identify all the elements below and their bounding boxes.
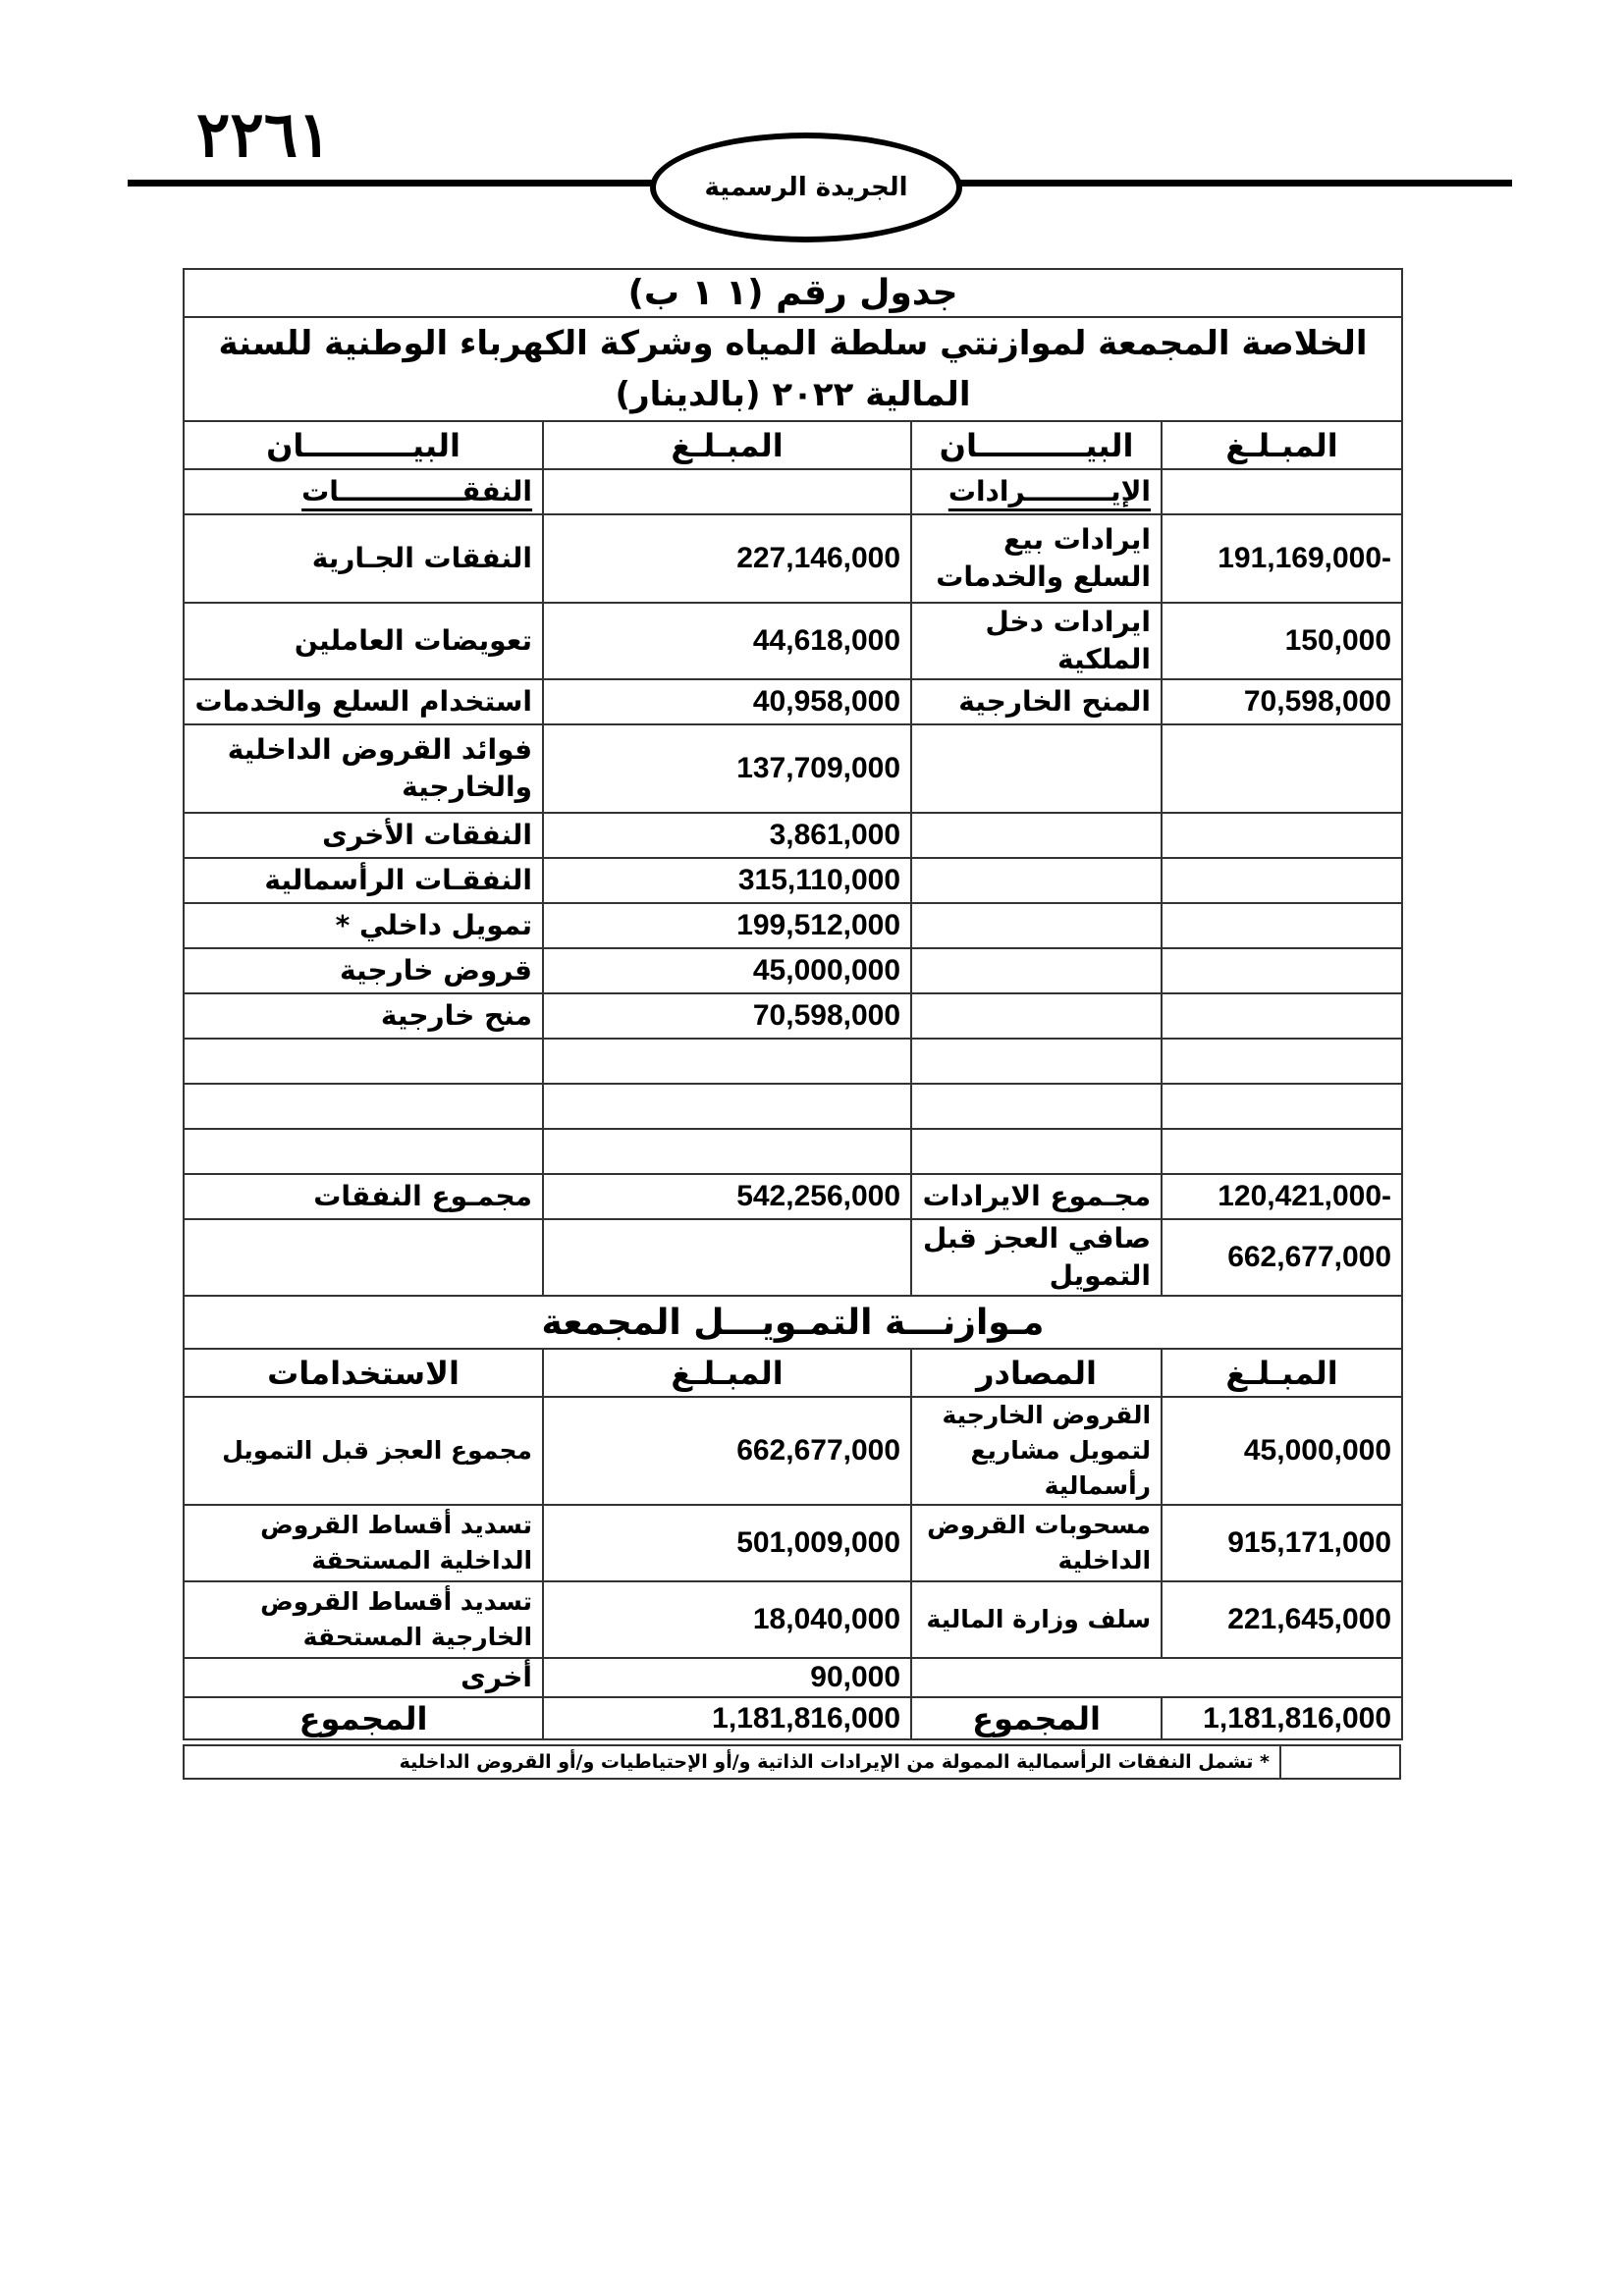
revenue-amount: [1162, 993, 1402, 1039]
revenue-description: ايرادات بيع السلع والخدمات: [911, 514, 1162, 603]
revenue-amount: 70,598,000: [1162, 679, 1402, 724]
expense-description: النفقـات الرأسمالية: [184, 858, 543, 903]
expense-description: منح خارجية: [184, 993, 543, 1039]
table-row: [184, 514, 1402, 603]
table-row: [184, 679, 1402, 724]
gazette-name: الجريدة الرسمية: [650, 133, 962, 242]
empty-row: [184, 1129, 1402, 1174]
expense-amount: 315,110,000: [543, 858, 911, 903]
revenue-amount: [1162, 724, 1402, 813]
revenue-description: [911, 903, 1162, 948]
revenue-amount: [1162, 813, 1402, 858]
header-uses: الاستخدامات: [184, 1349, 543, 1397]
revenue-description: [911, 858, 1162, 903]
use-description: تسديد أقساط القروض الداخلية المستحقة: [184, 1505, 543, 1581]
uses-total-label: المجموع: [184, 1697, 543, 1739]
revenue-amount: [1162, 903, 1402, 948]
header-description: البيــــــــــان: [911, 421, 1162, 469]
table-row: [184, 724, 1402, 813]
page-number: ٢٢٦١: [196, 98, 332, 172]
other-amount: 90,000: [543, 1658, 911, 1697]
empty-row: [184, 1084, 1402, 1129]
table-subtitle: الخلاصة المجمعة لموازنتي سلطة المياه وشركة الكهرباء الوطنية للسنة المالية ٢٠٢٢ (بالدينار): [184, 317, 1402, 421]
revenue-description: [911, 993, 1162, 1039]
table-row: [184, 813, 1402, 858]
financing-row: [184, 1397, 1402, 1505]
total-expense-label: مجمـوع النفقات: [184, 1174, 543, 1219]
total-expense-amount: 542,256,000: [543, 1174, 911, 1219]
header-amount: المبـلـغ: [1162, 1349, 1402, 1397]
uses-total-amount: 1,181,816,000: [543, 1697, 911, 1739]
totals-row: [184, 1174, 1402, 1219]
revenue-description: المنح الخارجية: [911, 679, 1162, 724]
revenue-section-label: الإيـــــــــرادات: [947, 475, 1152, 507]
sources-total-label: المجموع: [911, 1697, 1162, 1739]
table-title: جدول رقم (١ ١ ب): [184, 269, 1402, 317]
revenue-description: [911, 813, 1162, 858]
header-amount-2: المبـلـغ: [543, 421, 911, 469]
summary-table: [183, 268, 1403, 1740]
revenue-amount: [1162, 948, 1402, 993]
expense-amount: 40,958,000: [543, 679, 911, 724]
expense-description: النفقات الجـارية: [184, 514, 543, 603]
expense-description: فوائد القروض الداخلية والخارجية: [184, 724, 543, 813]
revenue-amount: 191,169,000-: [1162, 514, 1402, 603]
expense-amount: 44,618,000: [543, 603, 911, 679]
use-amount: 501,009,000: [543, 1505, 911, 1581]
total-revenue-amount: 120,421,000-: [1162, 1174, 1402, 1219]
expense-description: تمويل داخلي *: [184, 903, 543, 948]
empty-row: [184, 1039, 1402, 1084]
expense-description: استخدام السلع والخدمات: [184, 679, 543, 724]
table-row: [184, 948, 1402, 993]
header-description-2: البيــــــــــان: [184, 421, 543, 469]
sources-total-amount: 1,181,816,000: [1162, 1697, 1402, 1739]
footnote: * تشمل النفقات الرأسمالية الممولة من الإيرادات الذاتية و/أو الإحتياطيات و/أو القروض الداخلية: [184, 1745, 1280, 1779]
table-row: [184, 993, 1402, 1039]
footnote-table: [183, 1744, 1401, 1780]
expense-amount: 45,000,000: [543, 948, 911, 993]
deficit-row: [184, 1219, 1402, 1296]
revenue-amount: [1162, 858, 1402, 903]
expense-section-label: النفقـــــــــــــات: [301, 475, 533, 507]
expense-amount: 70,598,000: [543, 993, 911, 1039]
financing-row: [184, 1581, 1402, 1658]
revenue-description: ايرادات دخل الملكية: [911, 603, 1162, 679]
financing-title: مـوازنـــة التمـويـــل المجمعة: [184, 1296, 1402, 1349]
expense-amount: 199,512,000: [543, 903, 911, 948]
source-amount: 45,000,000: [1162, 1397, 1402, 1505]
source-description: سلف وزارة المالية: [911, 1581, 1162, 1658]
financing-totals-row: [184, 1697, 1402, 1739]
use-amount: 18,040,000: [543, 1581, 911, 1658]
use-description: تسديد أقساط القروض الخارجية المستحقة: [184, 1581, 543, 1658]
expense-description: النفقات الأخرى: [184, 813, 543, 858]
table-row: [184, 858, 1402, 903]
table-row: [184, 903, 1402, 948]
financing-row-other: [184, 1658, 1402, 1697]
revenue-amount: 150,000: [1162, 603, 1402, 679]
expense-description: قروض خارجية: [184, 948, 543, 993]
expense-amount: 227,146,000: [543, 514, 911, 603]
deficit-amount: 662,677,000: [1162, 1219, 1402, 1296]
source-description: القروض الخارجية لتمويل مشاريع رأسمالية: [911, 1397, 1162, 1505]
table-row: [184, 603, 1402, 679]
expense-amount: 3,861,000: [543, 813, 911, 858]
deficit-label: صافي العجز قبل التمويل: [911, 1219, 1162, 1296]
revenue-description: [911, 724, 1162, 813]
source-amount: 221,645,000: [1162, 1581, 1402, 1658]
use-description: مجموع العجز قبل التمويل: [184, 1397, 543, 1505]
source-description: مسحوبات القروض الداخلية: [911, 1505, 1162, 1581]
financing-row: [184, 1505, 1402, 1581]
header-amount: المبـلـغ: [1162, 421, 1402, 469]
other-label: أخرى: [184, 1658, 543, 1697]
header-sources: المصادر: [911, 1349, 1162, 1397]
use-amount: 662,677,000: [543, 1397, 911, 1505]
source-amount: 915,171,000: [1162, 1505, 1402, 1581]
revenue-description: [911, 948, 1162, 993]
header-amount-2: المبـلـغ: [543, 1349, 911, 1397]
expense-description: تعويضات العاملين: [184, 603, 543, 679]
total-revenue-label: مجـموع الايرادات: [911, 1174, 1162, 1219]
expense-amount: 137,709,000: [543, 724, 911, 813]
